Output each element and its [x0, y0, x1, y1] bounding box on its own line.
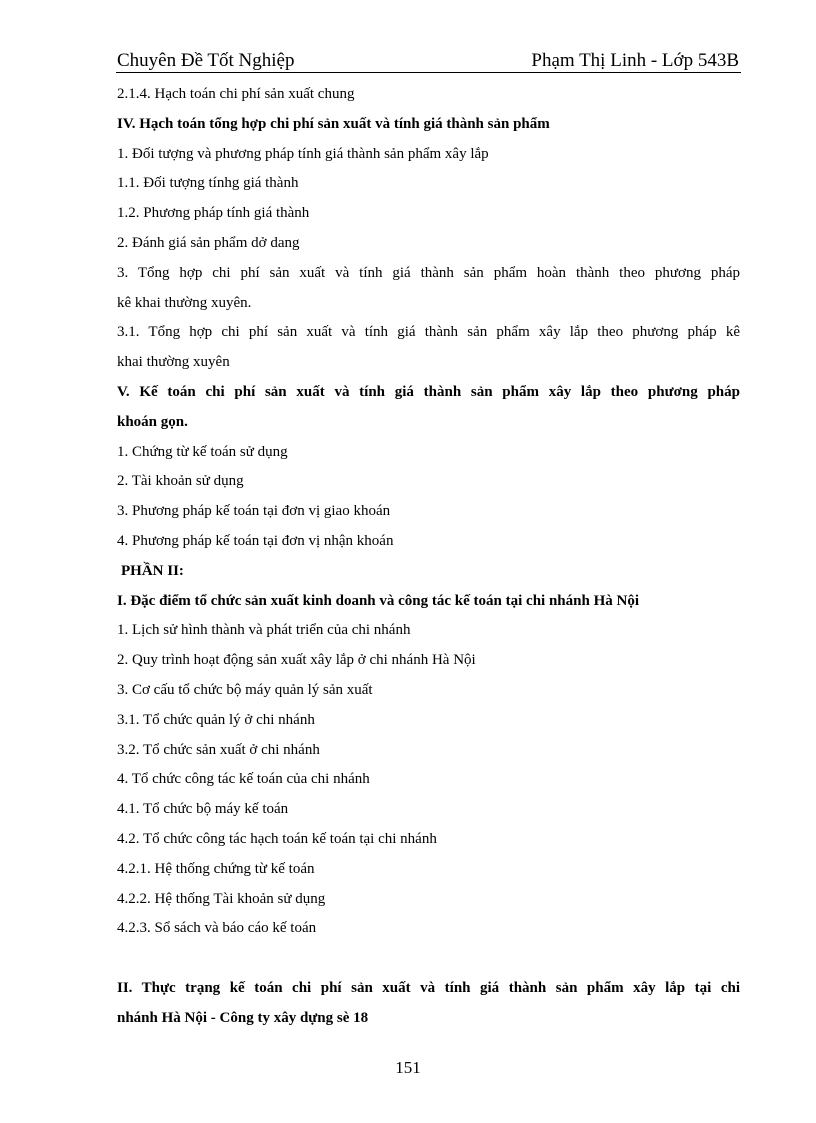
toc-line: 3. Cơ cấu tổ chức bộ máy quản lý sản xuất: [117, 681, 373, 698]
toc-line: 2. Tài khoản sử dụng: [117, 473, 244, 490]
toc-line: 2. Quy trình hoạt động sản xuất xây lắp ở chi nhánh Hà Nội: [117, 652, 476, 669]
toc-section-heading: II. Thực trạng kế toán chi phí sản xuất và tính giá thành sản phẩm xây lắp tại chi: [117, 979, 740, 996]
toc-section-heading: IV. Hạch toán tổng hợp chi phí sản xuất và tính giá thành sản phẩm: [117, 115, 550, 132]
toc-line: 1. Đối tượng và phương pháp tính giá thành sản phẩm xây lắp: [117, 145, 489, 162]
toc-line: 4.1. Tổ chức bộ máy kế toán: [117, 801, 289, 818]
toc-section-heading: nhánh Hà Nội - Công ty xây dựng sè 18: [117, 1009, 369, 1026]
toc-line: 4. Phương pháp kế toán tại đơn vị nhận khoán: [117, 532, 394, 549]
blank-line: [117, 944, 740, 974]
toc-line: 4.2.2. Hệ thống Tài khoản sử dụng: [117, 890, 326, 907]
toc-line: 3.1. Tổng hợp chi phí sản xuất và tính giá thành sản phẩm xây lắp theo phương pháp kê: [117, 324, 740, 341]
toc-part-heading: PHẦN II:: [121, 562, 184, 579]
toc-section-heading: I. Đặc điểm tổ chức sản xuất kinh doanh và công tác kế toán tại chi nhánh Hà Nội: [117, 592, 639, 609]
toc-line: 1. Chứng từ kế toán sử dụng: [117, 443, 288, 460]
header-author-class: Phạm Thị Linh - Lớp 543B: [531, 50, 739, 71]
toc-line: 2.1.4. Hạch toán chi phí sản xuất chung: [117, 86, 355, 102]
toc-line: 1.1. Đối tượng tínhg giá thành: [117, 175, 299, 192]
toc-line: 4.2.3. Sổ sách và báo cáo kế toán: [117, 920, 317, 937]
toc-line: 2. Đánh giá sản phẩm dở dang: [117, 234, 300, 251]
header-document-title: Chuyên Đề Tốt Nghiệp: [117, 50, 295, 71]
page-header: [116, 50, 741, 73]
toc-section-heading: V. Kế toán chi phí sản xuất và tính giá thành sản phẩm xây lắp theo phương pháp: [117, 383, 740, 400]
toc-line: 4. Tổ chức công tác kế toán của chi nhánh: [117, 771, 370, 788]
toc-line: 3. Tổng hợp chi phí sản xuất và tính giá thành sản phẩm hoàn thành theo phương pháp: [117, 264, 740, 281]
toc-line: 1.2. Phương pháp tính giá thành: [117, 205, 310, 222]
toc-line: 3.2. Tổ chức sản xuất ở chi nhánh: [117, 741, 320, 758]
toc-line: kê khai thường xuyên.: [117, 294, 252, 311]
table-of-contents: [117, 80, 740, 1034]
toc-line: 4.2.1. Hệ thống chứng từ kế toán: [117, 860, 315, 877]
toc-line: 4.2. Tổ chức công tác hạch toán kế toán tại chi nhánh: [117, 830, 437, 847]
toc-line: 1. Lịch sử hình thành và phát triển của chi nhánh: [117, 622, 411, 639]
toc-line: 3. Phương pháp kế toán tại đơn vị giao khoán: [117, 503, 391, 520]
toc-section-heading: khoán gọn.: [117, 413, 188, 430]
toc-line: khai thường xuyên: [117, 354, 230, 371]
page-number: 151: [395, 1058, 421, 1077]
toc-line: 3.1. Tổ chức quản lý ở chi nhánh: [117, 711, 315, 728]
